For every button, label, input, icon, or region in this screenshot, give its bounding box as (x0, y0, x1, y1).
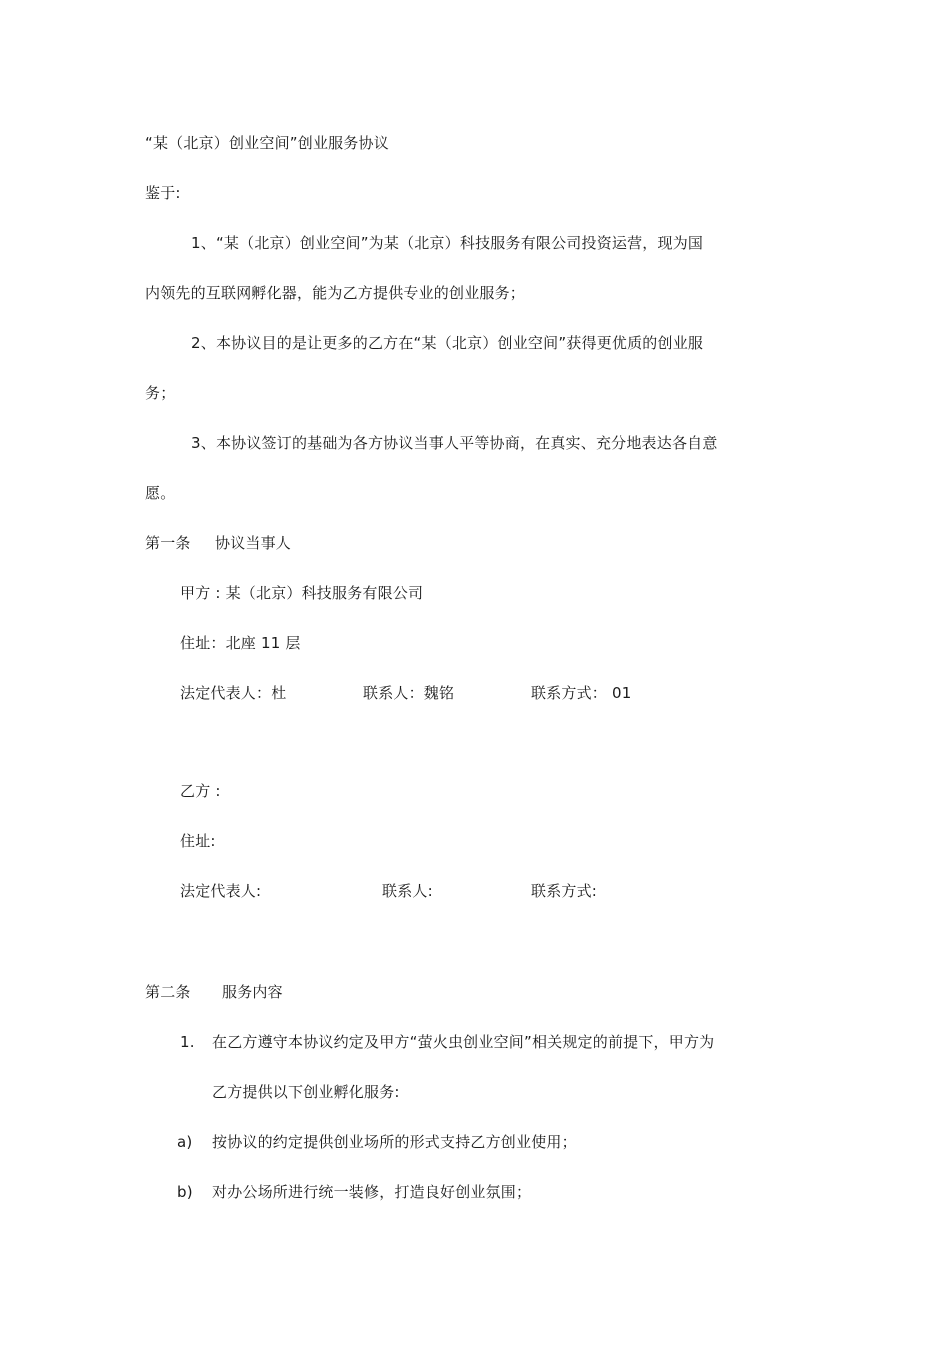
article-2-number: 第二条 (145, 983, 191, 1001)
article-1-heading: 协议当事人 (215, 534, 292, 552)
article-2-sub-b-label: b) (177, 1183, 193, 1201)
party-b-legal-rep: 法定代表人: (180, 882, 262, 900)
recital-2-line-2: 务； (145, 384, 176, 402)
party-b-name: 乙方 : (180, 782, 221, 800)
recital-1-line-1: 1、“某（北京）创业空间”为某（北京）科技服务有限公司投资运营，现为国 (191, 234, 704, 252)
party-a-contact-method: 联系方式： 01 (531, 684, 632, 702)
party-a-address: 住址：北座 11 层 (180, 634, 301, 652)
article-1-number: 第一条 (145, 534, 191, 552)
article-2-item-1-line-1: 在乙方遵守本协议约定及甲方“萤火虫创业空间”相关规定的前提下，甲方为 (212, 1033, 715, 1051)
article-2-heading: 服务内容 (222, 983, 283, 1001)
party-b-contact-method: 联系方式: (531, 882, 598, 900)
article-2-sub-a-label: a) (177, 1133, 193, 1151)
party-b-address: 住址: (180, 832, 216, 850)
article-2-item-1-line-2: 乙方提供以下创业孵化服务: (212, 1083, 400, 1101)
document-title: “某（北京）创业空间”创业服务协议 (145, 134, 389, 152)
article-2-sub-a-text: 按协议的约定提供创业场所的形式支持乙方创业使用； (212, 1133, 577, 1151)
recital-1-line-2: 内领先的互联网孵化器，能为乙方提供专业的创业服务； (145, 284, 526, 302)
recital-2-line-1: 2、本协议目的是让更多的乙方在“某（北京）创业空间”获得更优质的创业服 (191, 334, 704, 352)
whereas-label: 鉴于: (145, 184, 181, 202)
party-b-contact: 联系人: (382, 882, 433, 900)
party-a-contact: 联系人：魏铭 (363, 684, 455, 702)
party-a-name: 甲方 : 某（北京）科技服务有限公司 (180, 584, 424, 602)
party-a-legal-rep: 法定代表人：杜 (180, 684, 287, 702)
recital-3-line-2: 愿。 (145, 484, 176, 502)
article-2-sub-b-text: 对办公场所进行统一装修，打造良好创业氛围； (212, 1183, 532, 1201)
recital-3-line-1: 3、本协议签订的基础为各方协议当事人平等协商，在真实、充分地表达各自意 (191, 434, 718, 452)
article-2-item-1-number: 1. (180, 1033, 195, 1051)
